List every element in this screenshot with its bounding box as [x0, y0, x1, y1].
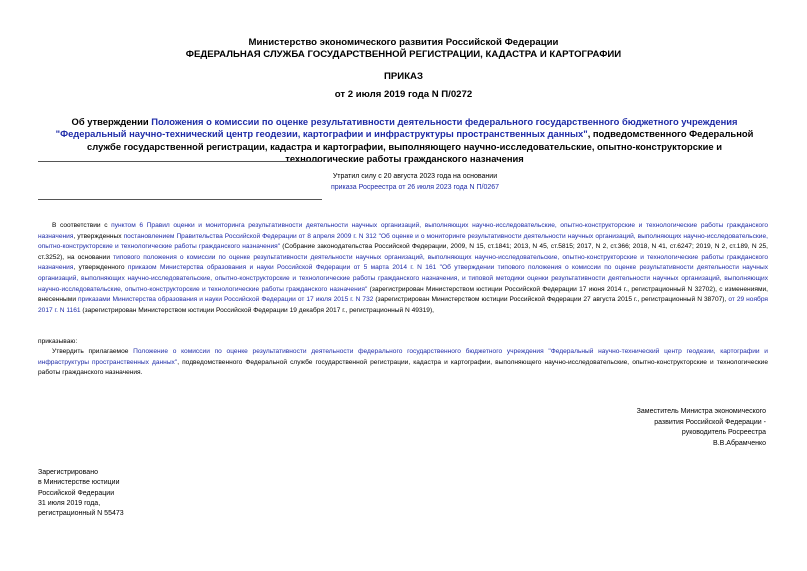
doc-date: от 2 июля 2019 года N П/0272 — [334, 89, 473, 100]
signature-line: руководитель Росреестра — [681, 429, 766, 436]
preamble-text: , утвержденных — [73, 232, 124, 240]
approve-text: Утвердить прилагаемое — [52, 348, 134, 355]
ministry-order-link[interactable]: приказом Министерства образования и науки Российской Федерации от 5 марта 2014 г. N 161 "Об утверждении типового положения о комиссии по оценке результативности деятельности научных организаций, выполняющих научно-исследовательские, опытно-конструкторские и технологические работы гражданского назначения, и типовой методики оценки результативности деятельности научных организаций, выполняющих научно-исследовательские, опытно-конструкторские и технологические работы гражданского назначения" — [38, 264, 768, 293]
approve-paragraph — [38, 347, 768, 379]
resolution-link[interactable]: постановлением Правительства Российской Федерации от 8 апреля 2009 г. N 312 "Об оценке и о мониторинге результативности деятельности научных организаций, выполняющих научно-исследовательские, опытно-конструкторские и технологические работы гражданского назначения" — [38, 232, 768, 251]
approve-text: , подведомственного Федеральной службе государственной регистрации, кадастра и картографии, выполняющего научно-исследовательские, опытно-конструкторские и технологические работы гражданского назначения. — [38, 358, 768, 377]
regulation-link[interactable]: Положение о комиссии по оценке результативности деятельности федерального государственного бюджетного учреждения "Федеральный научно-технический центр геодезии, картографии и инфраструктуры пространственных данных" — [38, 348, 768, 366]
status-line: Утратил силу с 20 августа 2023 года на основании — [332, 173, 498, 180]
preamble-text: (зарегистрирован Министерством юстиции Российской Федерации 27 августа 2015 г., регистрационный N 38707), — [373, 296, 729, 304]
doc-type: ПРИКАЗ — [384, 71, 423, 82]
order-word: приказываю: — [38, 338, 78, 345]
title-link[interactable]: Положения о комиссии по оценке результативности деятельности федерального государственного бюджетного учреждения "Федеральный научно-технический центр геодезии, картографии и инфраструктуры пространственных данных" — [55, 116, 738, 140]
orders-2015-link[interactable]: приказами Министерства образования и науки Российской Федерации от 17 июля 2015 г. N 732 — [78, 296, 374, 304]
preamble-text: (Собрание законодательства Российской Федерации, 2009, N 15, ст.1841; 2013, N 45, ст.5815; 2017, N 2, ст.366; 2018, N 41, ст.6247; 2019, N 2, ст.189, N 25, ст.3252), на основании — [38, 243, 768, 261]
order-2017-link[interactable]: от 29 ноября 2017 г. N 1161 — [38, 296, 768, 314]
preamble-text: В соответствии с — [52, 222, 112, 229]
preamble-text: (зарегистрирован Министерством юстиции Российской Федерации 17 июня 2014 г., регистрационный N 32702), с изменениями, внесенными — [38, 285, 768, 304]
typical-regulation-link[interactable]: типового положения о комиссии по оценке результативности деятельности научных организаций, выполняющих научно-исследовательские, опытно-конструкторские и технологические работы гражданского назначения — [38, 253, 768, 272]
status-note — [290, 171, 540, 193]
registration-number: регистрационный N 55473 — [38, 510, 124, 518]
service-name: ФЕДЕРАЛЬНАЯ СЛУЖБА ГОСУДАРСТВЕННОЙ РЕГИСТРАЦИИ, КАДАСТРА И КАРТОГРАФИИ — [185, 49, 622, 60]
registration-line: Российской Федерации — [38, 489, 115, 497]
title-suffix: , подведомственного Федеральной службе государственной регистрации, кадастра и картографии, выполняющего научно-исследовательские, опытно-конструкторские и технологические работы гражданского назначения — [87, 128, 754, 165]
registration-line: Зарегистрировано — [38, 469, 98, 476]
signature-line: Заместитель Министра экономического — [636, 408, 766, 415]
title-prefix: Об утверждении — [71, 116, 152, 127]
signature-block — [590, 407, 766, 449]
preamble-text: (зарегистрирован Министерством юстиции Российской Федерации 19 декабря 2017 г., регистрационный N 49319), — [80, 306, 435, 314]
doc-title — [52, 116, 757, 166]
divider-bottom — [38, 199, 322, 200]
preamble-paragraph — [38, 221, 768, 316]
preamble-text: , утвержденного — [73, 264, 128, 272]
registration-line: в Министерстве юстиции — [38, 479, 120, 487]
signatory-name: В.В.Абрамченко — [713, 439, 766, 447]
registration-date: 31 июля 2019 года, — [38, 499, 101, 507]
status-link[interactable]: приказа Росреестра от 26 июля 2023 года N П/0267 — [330, 184, 500, 191]
signature-line: развития Российской Федерации - — [654, 418, 766, 426]
ministry-name: Министерство экономического развития Российской Федерации — [248, 37, 559, 48]
rules-link[interactable]: пунктом 6 Правил оценки и мониторинга результативности деятельности научных организаций, выполняющих научно-исследовательские, опытно-конструкторские и технологические работы гражданского назначения — [38, 222, 768, 240]
divider-top — [38, 161, 322, 162]
registration-block — [38, 468, 198, 519]
